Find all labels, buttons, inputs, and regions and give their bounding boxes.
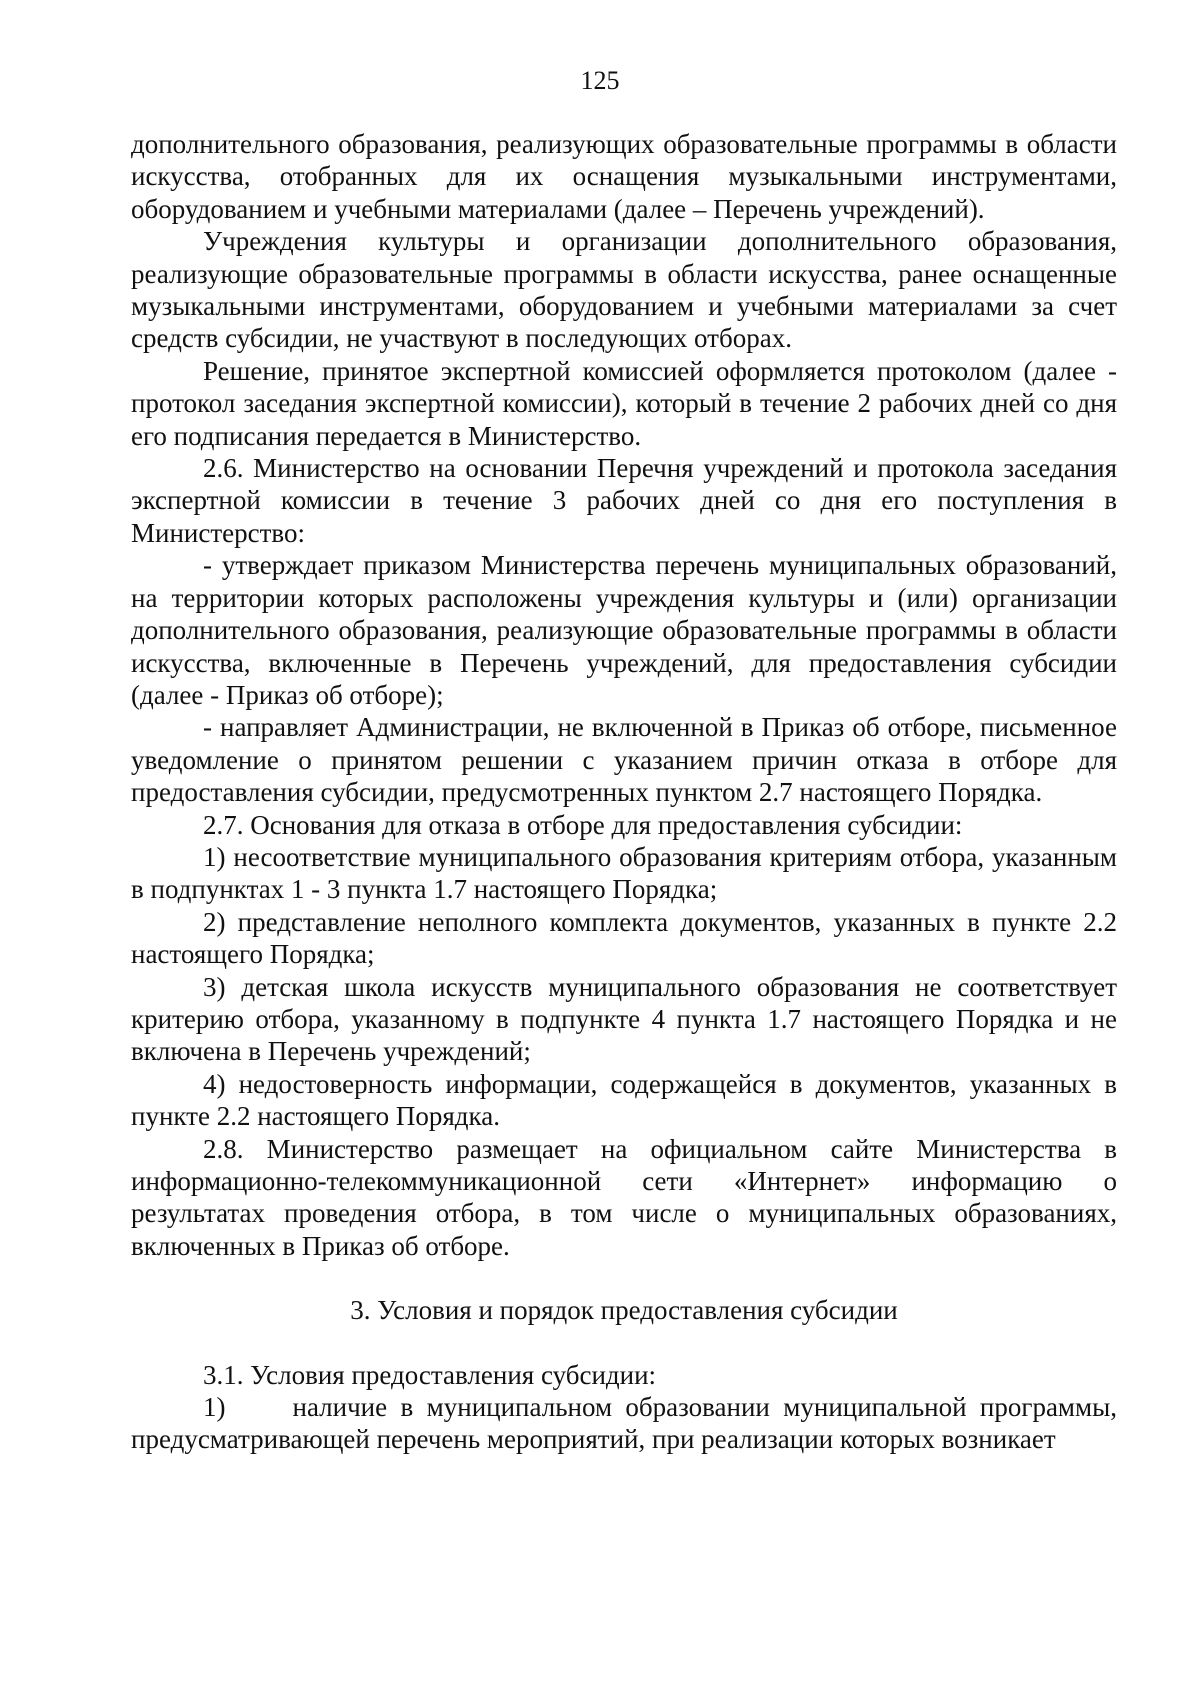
section-heading: 3. Условия и порядок предоставления субсидии	[350, 1295, 898, 1326]
paragraph-2-6: 2.6. Министерство на основании Перечня учреждений и протокола заседания экспертной комиссии в течение 3 рабочих дней со дня его поступления в Министерство:	[131, 453, 1117, 548]
paragraph-commission-decision: Решение, принятое экспертной комиссией оформляется протоколом (далее - протокол заседания экспертной комиссии), который в течение 2 рабочих дней со дня его подписания передается в Министерство.	[131, 355, 1117, 451]
list-item-reason-3: 3) детская школа искусств муниципального образования не соответствует критерию отбора, указанному в подпункте 4 пункта 1.7 настоящего Порядка и не включена в Перечень учреждений;	[131, 971, 1117, 1067]
paragraph-2-7: 2.7. Основания для отказа в отборе для предоставления субсидии:	[203, 809, 963, 840]
paragraph-institutions-not-participating: Учреждения культуры и организации дополнительного образования, реализующие образовательные программы в области искусства, ранее оснащенные музыкальными инструментами, оборудованием и учебными материалами за счет средств субсидии, не участвуют в последующих отборах.	[131, 226, 1117, 354]
paragraph-2-8: 2.8. Министерство размещает на официальном сайте Министерства в информационно-телекоммуникационной сети «Интернет» информацию о результатах проведения отбора, в том числе о муниципальных образованиях, включенных в Приказ об отборе.	[131, 1133, 1117, 1261]
list-item-reason-1: 1) несоответствие муниципального образования критериям отбора, указанным в подпунктах 1 - 3 пункта 1.7 настоящего Порядка;	[131, 841, 1117, 905]
list-item-sends-notice: - направляет Администрации, не включенной в Приказ об отборе, письменное уведомление о принятом решении с указанием причин отказа в отборе для предоставления субсидии, предусмотренных пунктом 2.7 настоящего Порядка.	[131, 712, 1117, 808]
list-item-condition-1: 1) наличие в муниципальном образовании муниципальной программы, предусматривающей перечень мероприятий, при реализации которых возникает	[131, 1392, 1124, 1455]
document-body	[131, 128, 1124, 1456]
page-number: 125	[580, 66, 620, 95]
paragraph-3-1: 3.1. Условия предоставления субсидии:	[203, 1359, 657, 1390]
list-item-approves-order: - утверждает приказом Министерства перечень муниципальных образований, на территории которых расположены учреждения культуры и (или) организации дополнительного образования, реализующие образовательные программы в области искусства, включенные в Перечень учреждений, для предоставления субсидии (далее - Приказ об отборе);	[131, 550, 1117, 710]
list-item-reason-4: 4) недостоверность информации, содержащейся в документов, указанных в пункте 2.2 настоящего Порядка.	[131, 1068, 1117, 1132]
list-item-reason-2: 2) представление неполного комплекта документов, указанных в пункте 2.2 настоящего Порядка;	[131, 906, 1117, 970]
paragraph-continuation: дополнительного образования, реализующих образовательные программы в области искусства, отобранных для их оснащения музыкальными инструментами, оборудованием и учебными материалами (далее – Перечень учреждений).	[131, 129, 1117, 224]
